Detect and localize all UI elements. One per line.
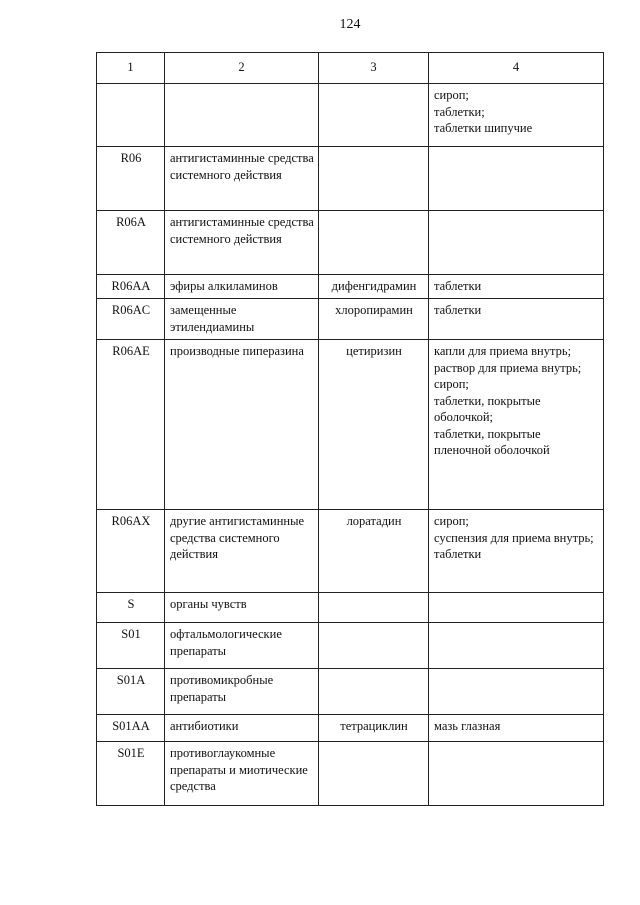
anatomical-group-cell: эфиры алкиламинов (165, 275, 319, 299)
anatomical-group-cell: производные пиперазина (165, 340, 319, 510)
dosage-form-item: капли для приема внутрь; (434, 344, 572, 358)
anatomical-group-cell: антигистаминные средства системного действия (165, 147, 319, 211)
atc-code-cell: R06 (97, 147, 165, 211)
drug-name-cell: лоратадин (319, 510, 429, 593)
drug-name-cell (319, 669, 429, 715)
dosage-form-item: мазь глазная (434, 719, 501, 733)
drug-name-cell (319, 593, 429, 623)
dosage-form-item: раствор для приема внутрь; (434, 360, 582, 375)
drug-name-cell: дифенгидрамин (319, 275, 429, 299)
anatomical-group-cell: антибиотики (165, 715, 319, 742)
drug-name-cell (319, 84, 429, 147)
dosage-form-cell (429, 593, 604, 623)
dosage-form-item: таблетки шипучие (434, 121, 533, 135)
table-row (97, 669, 604, 715)
atc-code-cell: S01E (97, 742, 165, 806)
table-row (97, 742, 604, 806)
atc-code-cell: R06AA (97, 275, 165, 299)
table-row (97, 510, 604, 593)
table-row (97, 299, 604, 340)
drug-table (96, 52, 604, 806)
dosage-form-cell (429, 147, 604, 211)
dosage-form-item: таблетки (434, 303, 482, 317)
table-row (97, 340, 604, 510)
atc-code-cell: R06AC (97, 299, 165, 340)
dosage-form-item: таблетки, покрытые оболочкой; (434, 393, 541, 424)
page-number: 124 (339, 17, 361, 32)
dosage-form-cell (429, 340, 604, 510)
anatomical-group-cell (165, 84, 319, 147)
atc-code-cell: S (97, 593, 165, 623)
dosage-form-item: сироп; (434, 88, 469, 102)
atc-code-cell: R06AE (97, 340, 165, 510)
anatomical-group-cell: противомикробные препараты (165, 669, 319, 715)
column-header-1: 1 (97, 53, 165, 84)
dosage-form-item: таблетки (434, 279, 482, 293)
dosage-form-item: сироп; (434, 514, 469, 528)
dosage-form-item: суспензия для приема внутрь; (434, 530, 594, 545)
dosage-form-item: таблетки, покрытые пленочной оболочкой (434, 426, 550, 457)
table-header-row (97, 53, 604, 84)
dosage-form-cell (429, 669, 604, 715)
atc-code-cell: S01 (97, 623, 165, 669)
table-row (97, 84, 604, 147)
drug-name-cell (319, 211, 429, 275)
anatomical-group-cell: офтальмологические препараты (165, 623, 319, 669)
dosage-form-item: сироп; (434, 377, 469, 391)
column-header-3: 3 (319, 53, 429, 84)
atc-code-cell: S01A (97, 669, 165, 715)
dosage-form-cell (429, 623, 604, 669)
drug-name-cell: хлоропирамин (319, 299, 429, 340)
dosage-form-cell (429, 742, 604, 806)
dosage-form-cell (429, 211, 604, 275)
table-row (97, 275, 604, 299)
anatomical-group-cell: противоглаукомные препараты и миотические средства (165, 742, 319, 806)
column-header-4: 4 (429, 53, 604, 84)
dosage-form-cell (429, 299, 604, 340)
dosage-form-cell (429, 510, 604, 593)
atc-code-cell: R06A (97, 211, 165, 275)
table-row (97, 623, 604, 669)
dosage-form-cell (429, 715, 604, 742)
drug-name-cell: тетрациклин (319, 715, 429, 742)
table-row (97, 715, 604, 742)
dosage-form-item: таблетки (434, 547, 482, 561)
drug-name-cell (319, 742, 429, 806)
anatomical-group-cell: другие антигистаминные средства системного действия (165, 510, 319, 593)
atc-code-cell (97, 84, 165, 147)
anatomical-group-cell: органы чувств (165, 593, 319, 623)
dosage-form-item: таблетки; (434, 104, 485, 119)
table-row (97, 211, 604, 275)
table-row (97, 147, 604, 211)
drug-name-cell (319, 623, 429, 669)
atc-code-cell: S01AA (97, 715, 165, 742)
anatomical-group-cell: антигистаминные средства системного действия (165, 211, 319, 275)
column-header-2: 2 (165, 53, 319, 84)
dosage-form-cell (429, 84, 604, 147)
drug-name-cell (319, 147, 429, 211)
anatomical-group-cell: замещенные этилендиамины (165, 299, 319, 340)
atc-code-cell: R06AX (97, 510, 165, 593)
drug-name-cell: цетиризин (319, 340, 429, 510)
table-row (97, 593, 604, 623)
table-body (97, 84, 604, 806)
dosage-form-cell (429, 275, 604, 299)
